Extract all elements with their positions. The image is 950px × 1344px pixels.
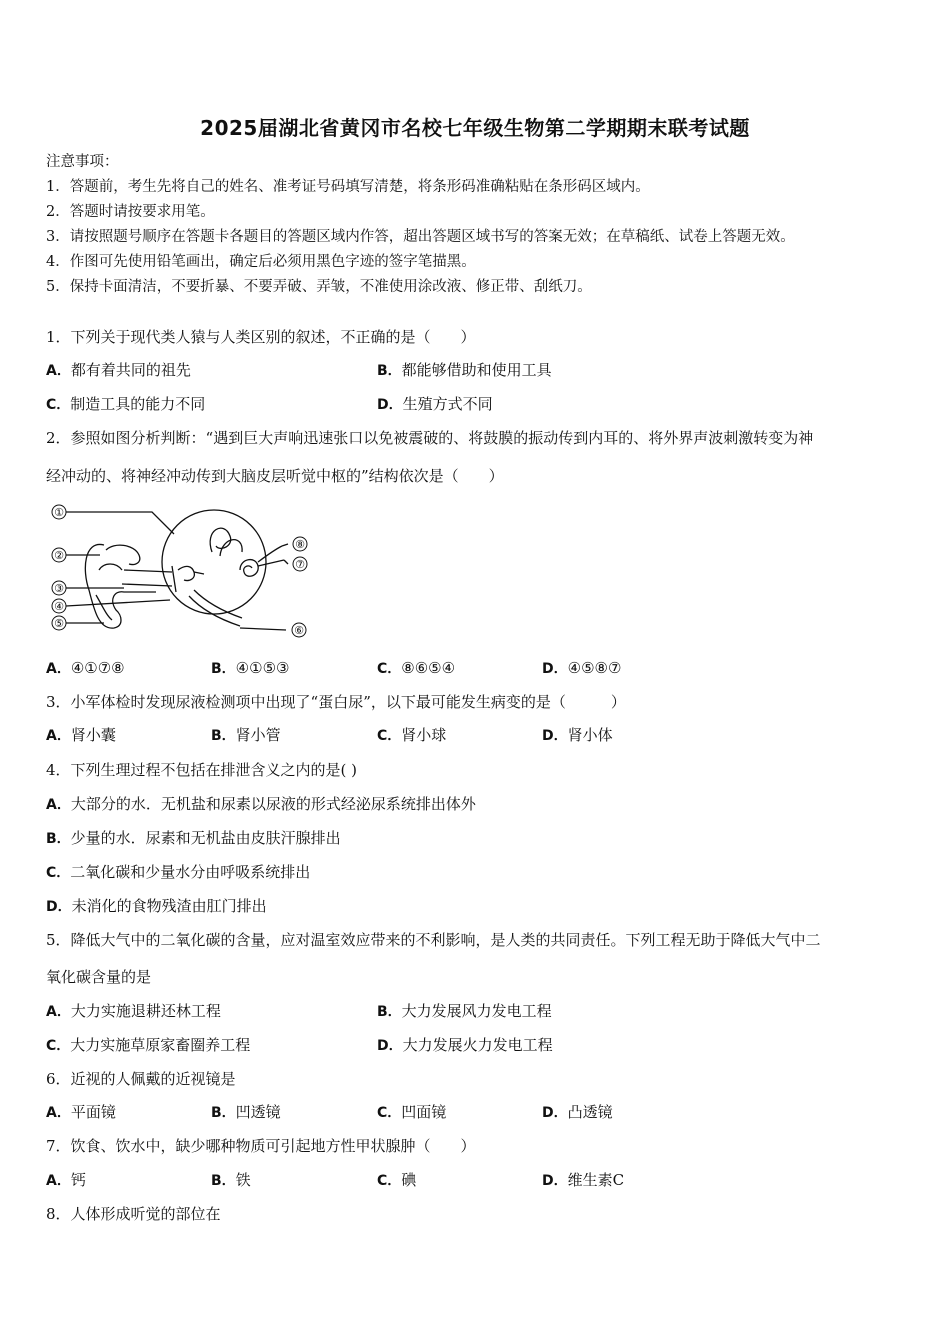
question-5-stem-line-2: 氧化碳含量的是 <box>46 968 152 986</box>
notice-item-3: 3．请按照题号顺序在答题卡各题目的答题区域内作答，超出答题区域书写的答案无效；在草稿纸、试卷上答题无效。 <box>46 229 795 245</box>
question-6-option-c[interactable]: C．凹面镜 <box>377 1103 447 1121</box>
question-4-option-b[interactable]: B．少量的水．尿素和无机盐由皮肤汗腺排出 <box>46 829 341 847</box>
figure-label-7: ⑦ <box>295 558 305 571</box>
notice-item-2: 2．答题时请按要求用笔。 <box>46 204 215 220</box>
question-4-option-d[interactable]: D．未消化的食物残渣由肛门排出 <box>46 897 267 915</box>
question-7-option-a[interactable]: A．钙 <box>46 1171 86 1189</box>
question-1-option-b[interactable]: B．都能够借助和使用工具 <box>377 361 552 379</box>
question-3-stem: 3．小军体检时发现尿液检测项中出现了“蛋白尿”，以下最可能发生病变的是（ ） <box>46 693 626 711</box>
figure-label-4: ④ <box>54 600 64 613</box>
question-2-option-c[interactable]: C．⑧⑥⑤④ <box>377 659 456 677</box>
figure-label-3: ③ <box>54 582 64 595</box>
figure-label-6: ⑥ <box>294 624 304 637</box>
question-5-option-c[interactable]: C．大力实施草原家畜圈养工程 <box>46 1036 251 1054</box>
question-6-stem: 6．近视的人佩戴的近视镜是 <box>46 1070 236 1088</box>
page-title: 2025届湖北省黄冈市名校七年级生物第二学期期末联考试题 <box>200 116 750 140</box>
question-4-option-a[interactable]: A．大部分的水．无机盐和尿素以尿液的形式经泌尿系统排出体外 <box>46 795 476 813</box>
notice-item-4: 4．作图可先使用铅笔画出，确定后必须用黑色字迹的签字笔描黑。 <box>46 254 476 270</box>
middle-ear-zoom-circle <box>162 510 266 614</box>
question-7-stem: 7．饮食、饮水中，缺少哪种物质可引起地方性甲状腺肿（ ） <box>46 1137 476 1155</box>
question-2-stem-line-1: 2．参照如图分析判断：“遇到巨大声响迅速张口以免被震破的、将鼓膜的振动传到内耳的、将外界声波刺激转变为神 <box>46 429 814 447</box>
notice-item-5: 5．保持卡面清洁，不要折暴、不要弄破、弄皱，不准使用涂改液、修正带、刮纸刀。 <box>46 279 592 295</box>
pinna-outline <box>85 544 156 628</box>
question-3-option-a[interactable]: A．肾小囊 <box>46 726 116 744</box>
figure-label-1: ① <box>54 506 64 519</box>
question-5-option-b[interactable]: B．大力发展风力发电工程 <box>377 1002 552 1020</box>
figure-label-2: ② <box>54 549 64 562</box>
question-3-option-d[interactable]: D．肾小体 <box>542 726 613 744</box>
question-6-option-a[interactable]: A．平面镜 <box>46 1103 116 1121</box>
question-2-option-d[interactable]: D．④⑤⑧⑦ <box>542 659 622 677</box>
question-4-stem: 4．下列生理过程不包括在排泄含义之内的是( ) <box>46 761 358 779</box>
question-7-option-c[interactable]: C．碘 <box>377 1171 417 1189</box>
question-3-option-c[interactable]: C．肾小球 <box>377 726 447 744</box>
question-4-option-c[interactable]: C．二氧化碳和少量水分由呼吸系统排出 <box>46 863 311 881</box>
figure-label-5: ⑤ <box>54 617 64 630</box>
question-7-option-b[interactable]: B．铁 <box>211 1171 251 1189</box>
question-7-option-d[interactable]: D．维生素C <box>542 1171 625 1189</box>
question-1-option-a[interactable]: A．都有着共同的祖先 <box>46 361 191 379</box>
question-5-option-d[interactable]: D．大力发展火力发电工程 <box>377 1036 553 1054</box>
question-8-stem: 8．人体形成听觉的部位在 <box>46 1205 221 1223</box>
question-1-option-c[interactable]: C．制造工具的能力不同 <box>46 395 206 413</box>
ear-structure-diagram <box>44 500 314 645</box>
figure-label-8: ⑧ <box>295 538 305 551</box>
question-6-option-b[interactable]: B．凹透镜 <box>211 1103 281 1121</box>
question-5-stem-line-1: 5．降低大气中的二氧化碳的含量，应对温室效应带来的不利影响，是人类的共同责任。下列工程无助于降低大气中二 <box>46 931 821 949</box>
question-1-option-d[interactable]: D．生殖方式不同 <box>377 395 493 413</box>
question-2-option-b[interactable]: B．④①⑤③ <box>211 659 290 677</box>
question-6-option-d[interactable]: D．凸透镜 <box>542 1103 613 1121</box>
question-3-option-b[interactable]: B．肾小管 <box>211 726 281 744</box>
notice-heading: 注意事项： <box>46 154 119 170</box>
question-1-stem: 1．下列关于现代类人猿与人类区别的叙述，不正确的是（ ） <box>46 328 476 346</box>
notice-item-1: 1．答题前，考生先将自己的姓名、准考证号码填写清楚，将条形码准确粘贴在条形码区域内。 <box>46 179 650 195</box>
question-2-option-a[interactable]: A．④①⑦⑧ <box>46 659 125 677</box>
question-2-stem-line-2: 经冲动的、将神经冲动传到大脑皮层听觉中枢的”结构依次是（ ） <box>46 467 504 485</box>
question-5-option-a[interactable]: A．大力实施退耕还林工程 <box>46 1002 221 1020</box>
